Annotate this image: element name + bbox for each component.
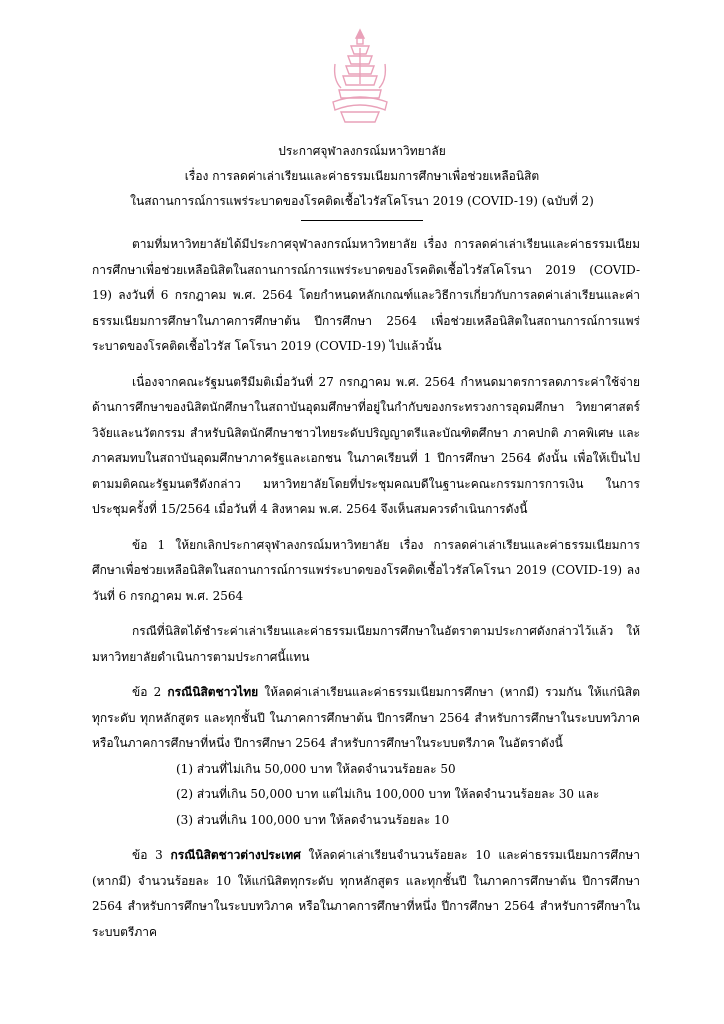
header-context: ในสถานการณ์การแพร่ระบาดของโรคติดเชื้อไวรัสโคโรนา 2019 (COVID-19) (ฉบับที่ 2)	[130, 194, 594, 208]
clause-2-number: ข้อ 2	[132, 685, 168, 699]
list-item: (1) ส่วนที่ไม่เกิน 50,000 บาท ให้ลดจำนวนร้อยละ 50	[176, 761, 456, 776]
list-item: (3) ส่วนที่เกิน 100,000 บาท ให้ลดจำนวนร้อยละ 10	[176, 812, 450, 827]
announcement-header	[0, 139, 724, 221]
university-seal-logo	[329, 28, 391, 126]
header-title: ประกาศจุฬาลงกรณ์มหาวิทยาลัย	[278, 144, 446, 158]
clause-3-heading: กรณีนิสิตชาวต่างประเทศ	[170, 848, 301, 862]
clause-3-text: ให้ลดค่าเล่าเรียนจำนวนร้อยละ 10 และค่าธรรมเนียมการศึกษา (หากมี) จำนวนร้อยละ 10 ให้แก่นิสิตทุกระดับ ทุกหลักสูตร และทุกชั้นปี ในภาคการศึกษาต้น ปีการศึกษา 2564 สำหรับการศึกษาในระบบทวิภาค หรือในภาคการศึกษาที่หนึ่ง ปีการศึกษา 2564 สำหรับการศึกษาในระบบตรีภาค	[92, 848, 640, 939]
header-divider	[301, 220, 423, 221]
paragraph-clause-1-note: กรณีที่นิสิตได้ชำระค่าเล่าเรียนและค่าธรรมเนียมการศึกษาในอัตราตามประกาศดังกล่าวไว้แล้ว ให้มหาวิทยาลัยดำเนินการตามประกาศนี้แทน	[92, 624, 640, 664]
list-item: (2) ส่วนที่เกิน 50,000 บาท แต่ไม่เกิน 100,000 บาท ให้ลดจำนวนร้อยละ 30 และ	[176, 787, 600, 801]
paragraph-clause-3	[92, 843, 640, 945]
paragraph-clause-1: ข้อ 1 ให้ยกเลิกประกาศจุฬาลงกรณ์มหาวิทยาลัย เรื่อง การลดค่าเล่าเรียนและค่าธรรมเนียมการศึกษาเพื่อช่วยเหลือนิสิตในสถานการณ์การแพร่ระบาดของโรคติดเชื้อไวรัสโคโรนา 2019 (COVID-19) ลงวันที่ 6 กรกฎาคม พ.ศ. 2564	[92, 537, 640, 603]
clause-3-number: ข้อ 3	[132, 848, 171, 862]
header-subject: เรื่อง การลดค่าเล่าเรียนและค่าธรรมเนียมการศึกษาเพื่อช่วยเหลือนิสิต	[184, 169, 540, 183]
paragraph-clause-2	[92, 680, 640, 757]
announcement-body	[92, 232, 640, 945]
clause-2-text: ให้ลดค่าเล่าเรียนและค่าธรรมเนียมการศึกษา (หากมี) รวมกัน ให้แก่นิสิตทุกระดับ ทุกหลักสูตร และทุกชั้นปี ในภาคการศึกษาต้น ปีการศึกษา 2564 สำหรับการศึกษาในระบบทวิภาค หรือในภาคการศึกษาที่หนึ่ง ปีการศึกษา 2564 สำหรับการศึกษาในระบบตรีภาค ในอัตราดังนี้	[92, 685, 640, 750]
clause-2-heading: กรณีนิสิตชาวไทย	[167, 685, 259, 699]
paragraph-background: ตามที่มหาวิทยาลัยได้มีประกาศจุฬาลงกรณ์มหาวิทยาลัย เรื่อง การลดค่าเล่าเรียนและค่าธรรมเนียมการศึกษาเพื่อช่วยเหลือนิสิตในสถานการณ์การแพร่ระบาดของโรคติดเชื้อไวรัสโคโรนา 2019 (COVID-19) ลงวันที่ 6 กรกฎาคม พ.ศ. 2564 โดยกำหนดหลักเกณฑ์และวิธีการเกี่ยวกับการลดค่าเล่าเรียนและค่าธรรมเนียมการศึกษาในภาคการศึกษาต้น ปีการศึกษา 2564 เพื่อช่วยเหลือนิสิตในสถานการณ์การแพร่ระบาดของโรคติดเชื้อไวรัส โคโรนา 2019 (COVID-19) ไปแล้วนั้น	[92, 237, 640, 353]
paragraph-cabinet-resolution: เนื่องจากคณะรัฐมนตรีมีมติเมื่อวันที่ 27 กรกฎาคม พ.ศ. 2564 กำหนดมาตรการลดภาระค่าใช้จ่ายด้านการศึกษาของนิสิตนักศึกษาในสถาบันอุดมศึกษาที่อยู่ในกำกับของกระทรวงการอุดมศึกษา วิทยาศาสตร์ วิจัยและนวัตกรรม สำหรับนิสิตนักศึกษาชาวไทยระดับปริญญาตรีและบัณฑิตศึกษา ภาคปกติ ภาคพิเศษ และภาคสมทบในสถาบันอุดมศึกษาภาครัฐและเอกชน ในภาคเรียนที่ 1 ปีการศึกษา 2564 ดังนั้น เพื่อให้เป็นไปตามมติคณะรัฐมนตรีดังกล่าว มหาวิทยาลัยโดยที่ประชุมคณบดีในฐานะคณะกรรมการการเงิน ในการประชุมครั้งที่ 15/2564 เมื่อวันที่ 4 สิงหาคม พ.ศ. 2564 จึงเห็นสมควรดำเนินการดังนี้	[92, 374, 640, 516]
